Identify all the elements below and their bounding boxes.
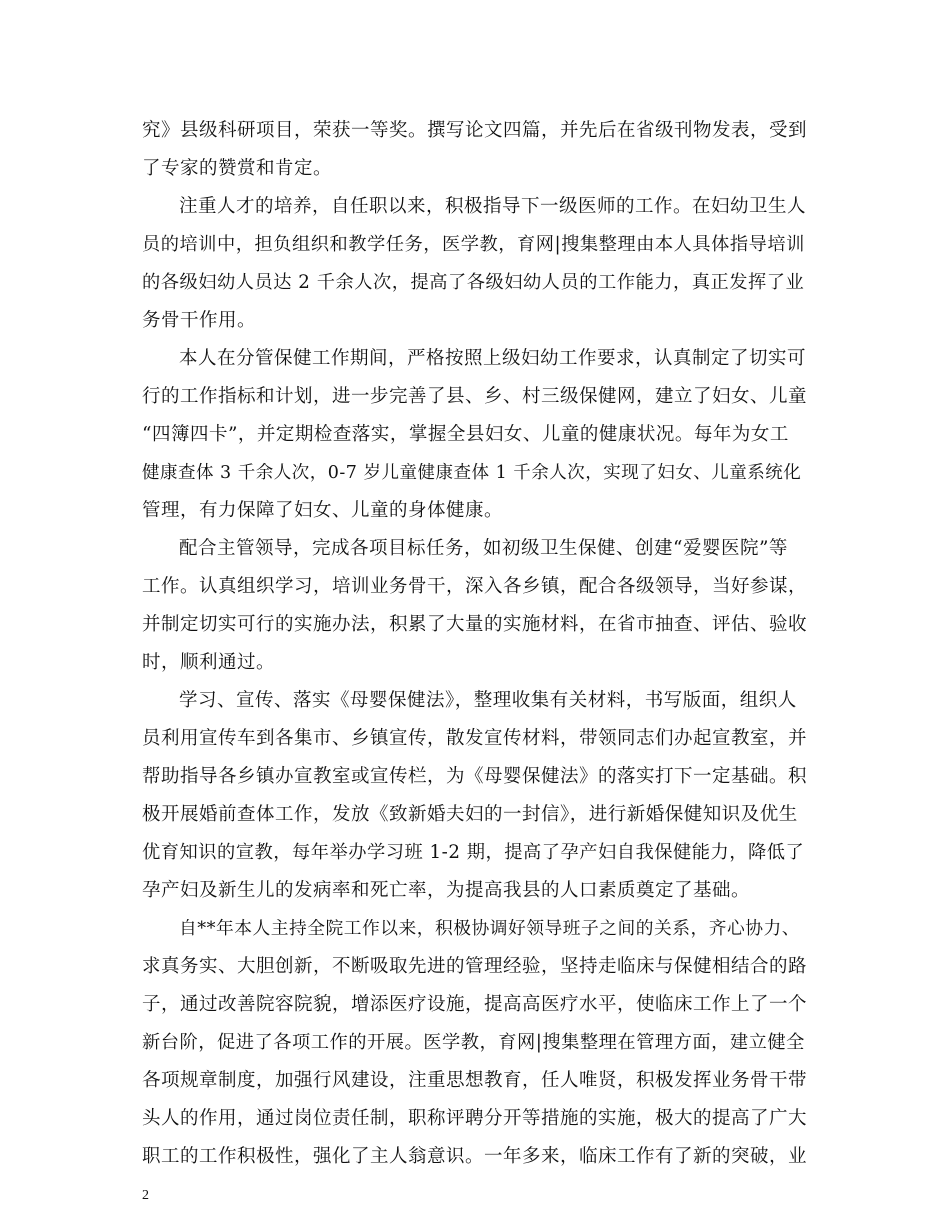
text-line: 工作。认真组织学习，培训业务骨干，深入各乡镇，配合各级领导，当好参谋， bbox=[142, 576, 808, 597]
text-line: 帮助指导各乡镇办宣教室或宣传栏，为《母婴保健法》的落实打下一定基础。积 bbox=[142, 766, 808, 787]
paragraph-first-line: 自**年本人主持全院工作以来，积极协调好领导班子之间的关系，齐心协力、 bbox=[179, 919, 801, 939]
text-line: 并制定切实可行的实施办法，积累了大量的实施材料，在省市抽查、评估、验收 bbox=[142, 614, 808, 635]
text-line: 员利用宣传车到各集市、乡镇宣传，散发宣传材料，带领同志们办起宣教室，并 bbox=[142, 728, 808, 749]
text-line: 的各级妇幼人员达 2 千余人次，提高了各级妇幼人员的工作能力，真正发挥了业 bbox=[142, 272, 805, 293]
text-line: 了专家的赞赏和肯定。 bbox=[142, 158, 333, 179]
text-line: 行的工作指标和计划，进一步完善了县、乡、村三级保健网，建立了妇女、儿童 bbox=[142, 386, 808, 407]
text-line: 管理，有力保障了妇女、儿童的身体健康。 bbox=[142, 500, 504, 521]
paragraph-first-line: 注重人才的培养，自任职以来，积极指导下一级医师的工作。在妇幼卫生人 bbox=[179, 196, 807, 217]
text-line: 务骨干作用。 bbox=[142, 310, 257, 331]
text-line: 员的培训中，担负组织和教学任务，医学教，育网|搜集整理由本人具体指导培训 bbox=[142, 234, 805, 255]
paragraph-first-line: 配合主管领导，完成各项目标任务，如初级卫生保健、创建“爱婴医院”等 bbox=[179, 538, 788, 559]
text-line: 孕产妇及新生儿的发病率和死亡率，为提高我县的人口素质奠定了基础。 bbox=[142, 880, 751, 901]
text-line: “四簿四卡”，并定期检查落实，掌握全县妇女、儿童的健康状况。每年为女工 bbox=[142, 424, 789, 445]
paragraph-first-line: 本人在分管保健工作期间，严格按照上级妇幼工作要求，认真制定了切实可 bbox=[179, 348, 807, 369]
paragraph-first-line: 学习、宣传、落实《母婴保健法》，整理收集有关材料，书写版面，组织人 bbox=[179, 690, 797, 711]
text-line: 极开展婚前查体工作，发放《致新婚夫妇的一封信》，进行新婚保健知识及优生 bbox=[142, 804, 798, 825]
text-line: 时，顺利通过。 bbox=[142, 652, 276, 673]
text-line: 职工的工作积极性，强化了主人翁意识。一年多来，临床工作有了新的突破，业 bbox=[142, 1146, 808, 1167]
text-line: 优育知识的宣教，每年举办学习班 1-2 期，提高了孕产妇自我保健能力，降低了 bbox=[142, 842, 805, 863]
text-line: 究》县级科研项目，荣获一等奖。撰写论文四篇，并先后在省级刊物发表，受到 bbox=[142, 120, 808, 141]
text-line: 新台阶，促进了各项工作的开展。医学教，育网|搜集整理在管理方面，建立健全 bbox=[142, 1032, 805, 1053]
text-line: 各项规章制度，加强行风建设，注重思想教育，任人唯贤，积极发挥业务骨干带 bbox=[142, 1070, 808, 1091]
page-number: 2 bbox=[142, 1188, 149, 1203]
text-line: 头人的作用，通过岗位责任制，职称评聘分开等措施的实施，极大的提高了广大 bbox=[142, 1108, 808, 1129]
text-line: 子，通过改善院容院貌，增添医疗设施，提高高医疗水平，使临床工作上了一个 bbox=[142, 994, 808, 1015]
text-line: 求真务实、大胆创新，不断吸取先进的管理经验，坚持走临床与保健相结合的路 bbox=[142, 956, 808, 977]
text-line: 健康查体 3 千余人次，0-7 岁儿童健康查体 1 千余人次，实现了妇女、儿童系统化 bbox=[142, 463, 802, 483]
